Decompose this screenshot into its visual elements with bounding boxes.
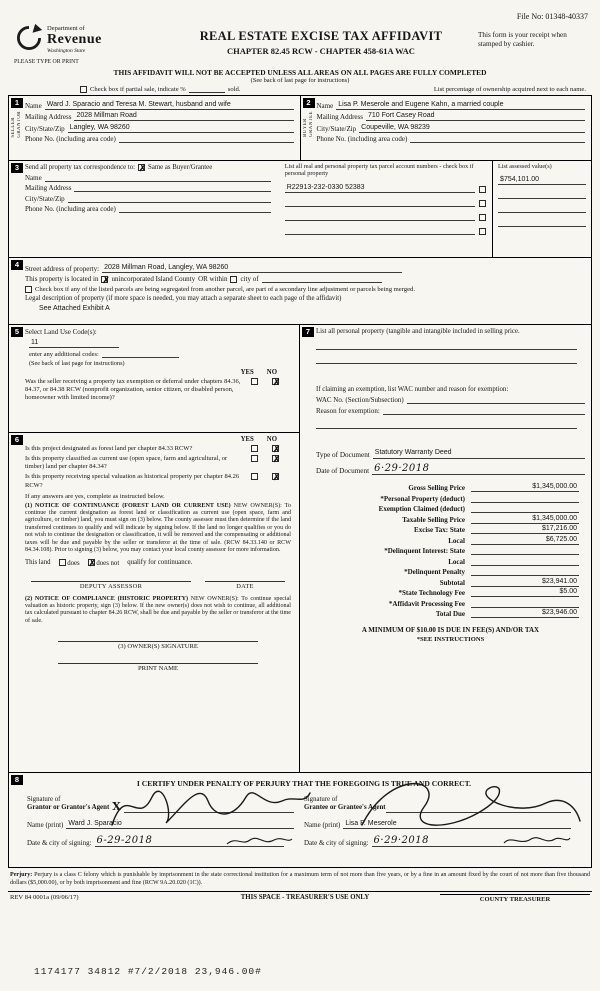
buyer-side-label: BUYER	[302, 118, 308, 137]
assessed-value-field-1[interactable]: $754,101.00	[498, 176, 586, 185]
grantee-side-label: GRANTEE	[308, 111, 314, 137]
seller-grantor-side-label	[11, 111, 22, 138]
this-land-label: This land	[25, 559, 51, 567]
deputy-date-line[interactable]	[205, 581, 285, 582]
delinquent-penalty-field[interactable]	[471, 567, 579, 576]
section-4-number: 4	[11, 260, 23, 270]
grantor-signature-block	[27, 796, 304, 847]
please-type-or-print: PLEASE TYPE OR PRINT	[14, 59, 79, 65]
section-3-number: 3	[11, 163, 23, 173]
wac-no-field[interactable]	[407, 396, 585, 404]
grantor-name-field[interactable]: Ward J. Sparacio	[66, 820, 294, 829]
corr-phone-label: Phone No. (including area code)	[25, 205, 116, 213]
affidavit-processing-fee-field[interactable]	[471, 599, 579, 608]
legal-description-label: Legal description of property (if more space is needed, you may attach a separate sheet to each page of the affidavit)	[25, 295, 342, 303]
deputy-assessor-signature-line[interactable]	[31, 581, 191, 582]
grantor-signature-line[interactable]	[124, 805, 294, 813]
exemption-no-checkbox[interactable]: ✗	[273, 377, 281, 388]
parcel-field-1[interactable]: R22913-232-0330 52383	[285, 184, 475, 193]
does-not-label: does not	[96, 559, 120, 567]
exemption-yes-checkbox[interactable]	[251, 378, 258, 385]
does-not-checkbox[interactable]: ✗	[88, 557, 96, 568]
total-due-field[interactable]: $23,946.00	[471, 609, 579, 618]
minimum-fee-note: A MINIMUM OF $10.00 IS DUE IN FEE(S) AND/OR TAX	[361, 626, 540, 635]
sec6-no-header: NO	[266, 436, 277, 443]
corr-mailing-label: Mailing Address	[25, 184, 72, 192]
does-label: does	[67, 559, 80, 567]
buyer-citystatezip-field[interactable]: Coupeville, WA 98239	[359, 124, 585, 133]
assessed-values-header: List assessed value(s)	[498, 163, 552, 170]
personal-property-field-2[interactable]	[316, 353, 577, 364]
grantor-side-label: GRANTOR	[17, 111, 22, 138]
city-of-field[interactable]	[262, 275, 382, 283]
perjury-label: Perjury:	[10, 872, 33, 878]
sec5-see-back-note: (See back of last page for instructions)	[29, 360, 125, 368]
seller-phone-label: Phone No. (including area code)	[25, 135, 116, 144]
corr-citystatezip-label: City/State/Zip	[25, 194, 65, 203]
section-3	[9, 160, 591, 257]
subtotal-field[interactable]: $23,941.00	[471, 578, 579, 587]
send-correspondence-label: Send all property tax correspondence to:	[25, 164, 136, 171]
footer-rule	[8, 891, 592, 892]
partial-sale-row	[0, 84, 600, 94]
exemption-question: Was the seller receiving a property tax exemption or deferral under chapters 84.36, 84.37, or 84.38 RCW (nonprofit organization, senior citizen, or disabled person, homeowner with limited income)?	[25, 378, 241, 402]
fee-table	[316, 483, 585, 618]
corr-mailing-field[interactable]	[74, 184, 270, 192]
grantee-name-print-label: Name (print)	[304, 821, 341, 830]
parcel-2-personal-checkbox[interactable]	[479, 200, 486, 207]
section-1-number: 1	[11, 98, 23, 108]
parcel-field-2[interactable]	[285, 199, 475, 207]
seller-mailing-label: Mailing Address	[25, 113, 72, 122]
logo-revenue: Revenue	[47, 31, 102, 47]
fee-label: Taxable Selling Price	[402, 515, 465, 524]
reason-exemption-label: Reason for exemption:	[316, 407, 380, 416]
unincorporated-checkbox[interactable]: ✗	[102, 275, 110, 286]
corr-phone-field[interactable]	[119, 205, 271, 213]
section-4	[9, 257, 591, 324]
seller-phone-field[interactable]	[119, 135, 294, 143]
fee-label: *Delinquent Penalty	[404, 568, 465, 577]
logo-department-of: Department of	[47, 24, 85, 32]
notice2-body: NEW OWNER(S): To continue special valuation as historic property, sign (3) below. If the new owner(s) does not wish to continue, all additional tax calculated pursuant to chapter 84.26 RCW, shall be due and payable by the seller or transferor at the time of sale.	[25, 595, 291, 624]
grantee-agent-label: Grantee or Grantee's Agent	[304, 804, 386, 812]
parcel-4-personal-checkbox[interactable]	[479, 228, 486, 235]
grantor-signature-of-label: Signature of	[27, 796, 61, 803]
assessed-value-field-2[interactable]	[498, 191, 586, 199]
excise-tax-state-field[interactable]: $17,216.00	[471, 525, 579, 534]
corr-name-label: Name	[25, 173, 42, 182]
legal-description-field[interactable]: See Attached Exhibit A	[39, 304, 110, 312]
buyer-phone-label: Phone No. (including area code)	[316, 135, 408, 144]
grantor-date-field[interactable]: 6-29-2018	[95, 835, 284, 848]
state-technology-fee-field[interactable]: $5.00	[471, 588, 579, 597]
unincorporated-label: unincorporated Island County	[111, 275, 196, 284]
buyer-name-field[interactable]: Lisa P. Meserole and Eugene Kahn, a married couple	[336, 101, 585, 110]
parcel-1-personal-checkbox[interactable]	[479, 186, 486, 193]
seller-name-field[interactable]: Ward J. Sparacio and Teresa M. Stewart, husband and wife	[45, 101, 294, 110]
seller-mailing-field[interactable]: 2028 Millman Road	[74, 112, 293, 121]
parcel-field-3[interactable]	[285, 213, 475, 221]
section-6-number: 6	[11, 435, 23, 445]
grantor-date-city-label: Date & city of signing:	[27, 839, 92, 848]
does-checkbox[interactable]	[59, 559, 66, 566]
personal-property-deduct-field[interactable]	[471, 494, 579, 503]
parcel-numbers-header: List all real and personal property tax parcel account numbers - check box if personal property	[284, 163, 474, 178]
warning-line: THIS AFFIDAVIT WILL NOT BE ACCEPTED UNLESS ALL AREAS ON ALL PAGES ARE FULLY COMPLETED	[113, 68, 487, 77]
claiming-exemption-label: If claiming an exemption, list WAC number and reason for exemption:	[316, 386, 509, 394]
current-use-yes-checkbox[interactable]	[251, 455, 258, 462]
partial-sale-checkbox[interactable]	[80, 86, 87, 93]
notice2-title: (2) NOTICE OF COMPLIANCE (HISTORIC PROPERTY)	[25, 595, 189, 602]
type-of-document-field[interactable]: Statutory Warranty Deed	[373, 449, 585, 458]
affidavit-form	[8, 95, 592, 868]
street-address-field[interactable]: 2028 Millman Road, Langley, WA 98260	[102, 264, 402, 273]
corr-citystatezip-field[interactable]	[68, 195, 271, 203]
revenue-swoosh-icon	[14, 23, 44, 55]
sec5-no-header: NO	[266, 369, 277, 377]
treasurer-space-label: THIS SPACE - TREASURER'S USE ONLY	[240, 894, 370, 902]
current-use-question: Is this property classified as current use (open space, farm and agricultural, or timber) land per chapter 84.34?	[25, 455, 228, 471]
grantee-signature-of-label: Signature of	[304, 796, 338, 803]
gross-selling-price-field[interactable]: $1,345,000.00	[471, 483, 579, 492]
print-name-line[interactable]	[58, 663, 258, 664]
certify-statement: I CERTIFY UNDER PENALTY OF PERJURY THAT THE FOREGOING IS TRUE AND CORRECT.	[136, 779, 472, 788]
land-use-code-field[interactable]: 11	[29, 339, 119, 348]
exemption-claimed-field[interactable]	[471, 504, 579, 513]
additional-codes-label: enter any additional codes:	[29, 351, 99, 359]
grantee-date-field[interactable]: 6·29·2018	[372, 835, 561, 848]
buyer-mailing-field[interactable]: 710 Fort Casey Road	[366, 112, 585, 121]
type-of-document-label: Type of Document	[316, 450, 370, 459]
buyer-section	[300, 96, 592, 160]
seller-side-label: SELLER	[11, 117, 16, 138]
owners-signature-label: (3) OWNER(S) SIGNATURE	[118, 643, 198, 651]
page-subtitle: CHAPTER 82.45 RCW - CHAPTER 458-61A WAC	[227, 46, 415, 56]
grantee-signature-line[interactable]	[386, 805, 571, 813]
same-as-buyer-checkbox[interactable]: ✗	[139, 163, 147, 173]
land-use-label: Select Land Use Code(s):	[25, 328, 97, 336]
taxable-selling-price-field[interactable]: $1,345,000.00	[471, 515, 579, 524]
fee-label: Exemption Claimed (deduct)	[378, 505, 465, 514]
fee-label: *Affidavit Processing Fee	[388, 599, 465, 608]
partial-sale-label: Check box if partial sale, indicate %	[90, 86, 186, 93]
or-within-label: OR within	[198, 275, 228, 284]
reason-exemption-field-2[interactable]	[316, 418, 577, 429]
reason-exemption-field[interactable]	[383, 407, 585, 415]
grantor-city-ink	[224, 834, 294, 847]
additional-codes-field[interactable]	[102, 350, 179, 358]
grantee-date-city-label: Date & city of signing:	[304, 839, 369, 848]
segregated-label: Check box if any of the listed parcels are being segregated from another parcel, are part of a secondary line adjustment or parcels being merged.	[35, 285, 415, 293]
notice1-title: (1) NOTICE OF CONTINUANCE (FOREST LAND OR CURRENT USE)	[25, 502, 231, 509]
section-5	[9, 325, 299, 433]
print-name-label: PRINT NAME	[138, 665, 178, 673]
section-6	[9, 433, 299, 772]
street-address-label: Street address of property:	[25, 264, 100, 273]
historic-yes-checkbox[interactable]	[251, 473, 258, 480]
file-number: File No: 01348-40337	[516, 12, 588, 21]
city-of-label: city of	[240, 275, 259, 284]
receipt-note: This form is your receipt when stamped by cashier.	[478, 31, 567, 48]
form-rev-number: REV 84 0001a (09/06/17)	[10, 894, 79, 902]
seller-section	[9, 96, 300, 160]
fee-label: *Personal Property (deduct)	[380, 494, 465, 503]
grantor-name-print-label: Name (print)	[27, 821, 64, 830]
city-checkbox[interactable]	[230, 276, 237, 283]
partial-sale-percent-field[interactable]	[189, 86, 225, 93]
sec6-yes-header: YES	[240, 436, 254, 443]
fee-label: *Delinquent Interest: State	[384, 547, 465, 556]
grantee-city-ink	[501, 834, 571, 847]
excise-tax-local-field[interactable]: $6,725.00	[471, 536, 579, 545]
parties-row	[9, 96, 591, 160]
same-as-buyer-label: Same as Buyer/Grantee	[148, 164, 213, 171]
forest-no-checkbox[interactable]: ✗	[273, 444, 281, 454]
form-header	[0, 21, 600, 65]
qualify-label: qualify for continuance.	[127, 559, 193, 567]
seller-citystatezip-label: City/State/Zip	[25, 124, 65, 133]
middle-sections	[9, 324, 591, 772]
assessed-value-field-3[interactable]	[498, 205, 586, 213]
page-title: REAL ESTATE EXCISE TAX AFFIDAVIT	[199, 29, 443, 43]
if-yes-note: If any answers are yes, complete as instructed below.	[25, 492, 165, 500]
assessed-value-field-4[interactable]	[498, 219, 586, 227]
notice1-body: NEW OWNER(S): To continue the current designation as forest land or classification as current use (open space, farm and agriculture, or timber) land, you must sign on (3) below. The county assessor must then determine if the land transferred continues to qualify and will indicate by signing below. If the land no longer qualifies or you do not wish to continue the designation or classification, it will be removed and the compensating or additional taxes will be due and payable by the seller or transferor at the time of sale. (RCW 84.33.140 or RCW 84.34.108). Prior to signing (3) below, you may contact your local county assessor for more information.	[25, 502, 291, 554]
section-8	[9, 772, 591, 867]
fee-label: Excise Tax: State	[414, 526, 465, 535]
see-back-note: (See back of last page for instructions)	[250, 77, 350, 84]
grantor-x-mark: X	[112, 800, 121, 814]
parcel-3-personal-checkbox[interactable]	[479, 214, 486, 221]
footer-row	[10, 894, 590, 903]
county-treasurer-label: COUNTY TREASURER	[440, 894, 590, 903]
current-use-no-checkbox[interactable]: ✗	[273, 454, 281, 465]
section-2-number: 2	[303, 98, 315, 108]
section-7-number: 7	[302, 327, 314, 337]
buyer-citystatezip-label: City/State/Zip	[316, 124, 357, 133]
see-instructions-note: *SEE INSTRUCTIONS	[416, 636, 485, 644]
sec5-yes-header: YES	[240, 369, 254, 377]
forest-land-question: Is this project designated as forest land per chapter 84.33 RCW?	[25, 445, 193, 452]
seller-name-label: Name	[25, 101, 42, 110]
forest-yes-checkbox[interactable]	[251, 445, 258, 452]
historic-question: Is this property receiving special valuation as historical property per chapter 84.26 RCW?	[25, 473, 240, 489]
section-7	[300, 325, 591, 772]
partial-sale-sold-label: sold.	[227, 86, 241, 93]
grantor-agent-label: Grantor or Grantor's Agent	[27, 804, 110, 812]
personal-property-label: List all personal property (tangible and intangible included in selling price.	[316, 328, 520, 335]
owners-signature-line[interactable]	[58, 641, 258, 642]
fee-label: *State Technology Fee	[398, 589, 465, 598]
located-in-label: This property is located in	[25, 275, 99, 284]
corr-name-field[interactable]	[45, 174, 271, 182]
parcel-field-4[interactable]	[285, 227, 475, 235]
buyer-mailing-label: Mailing Address	[316, 113, 363, 122]
grantee-signature-block	[304, 796, 581, 847]
delinquent-interest-local-field[interactable]	[471, 557, 579, 566]
perjury-text: Perjury is a class C felony which is punishable by imprisonment in the state correctional institution for a maximum term of not more than five years, or by a fine in an amount fixed by the court of not more than five thousand dollars ($5,000.00), or by both imprisonment and fine (RCW 9A.20.020 (1C)).	[10, 872, 590, 886]
delinquent-interest-state-field[interactable]	[471, 546, 579, 555]
section-5-number: 5	[11, 327, 23, 337]
fee-label: Gross Selling Price	[408, 484, 465, 493]
cashier-stamp: 1174177 34812 #7/2/2018 23,946.00#	[34, 966, 262, 977]
fee-label: Total Due	[435, 610, 465, 619]
deputy-assessor-label: DEPUTY ASSESSOR	[79, 582, 143, 590]
wac-no-label: WAC No. (Section/Subsection)	[316, 396, 404, 405]
logo-washington-state: Washington State	[47, 47, 86, 54]
personal-property-field-1[interactable]	[316, 339, 577, 350]
fee-label: Subtotal	[439, 578, 465, 587]
buyer-grantee-side-label	[303, 111, 314, 137]
perjury-statement	[10, 872, 590, 887]
ownership-note: List percentage of ownership acquired next to each name.	[433, 86, 586, 93]
dor-logo	[14, 23, 164, 65]
fee-label: Local	[448, 557, 465, 566]
buyer-name-label: Name	[316, 101, 334, 110]
historic-no-checkbox[interactable]: ✗	[273, 472, 281, 483]
grantee-name-field[interactable]: Lisa P. Meserole	[343, 820, 571, 829]
seller-citystatezip-field[interactable]: Langley, WA 98260	[68, 124, 294, 133]
fee-label: Local	[448, 536, 465, 545]
segregated-checkbox[interactable]	[25, 286, 32, 293]
buyer-phone-field[interactable]	[410, 135, 585, 143]
section-8-number: 8	[11, 775, 23, 785]
date-of-document-label: Date of Document	[316, 467, 370, 476]
deputy-date-label: DATE	[236, 582, 254, 590]
date-of-document-field[interactable]: 6·29·2018	[372, 463, 585, 476]
